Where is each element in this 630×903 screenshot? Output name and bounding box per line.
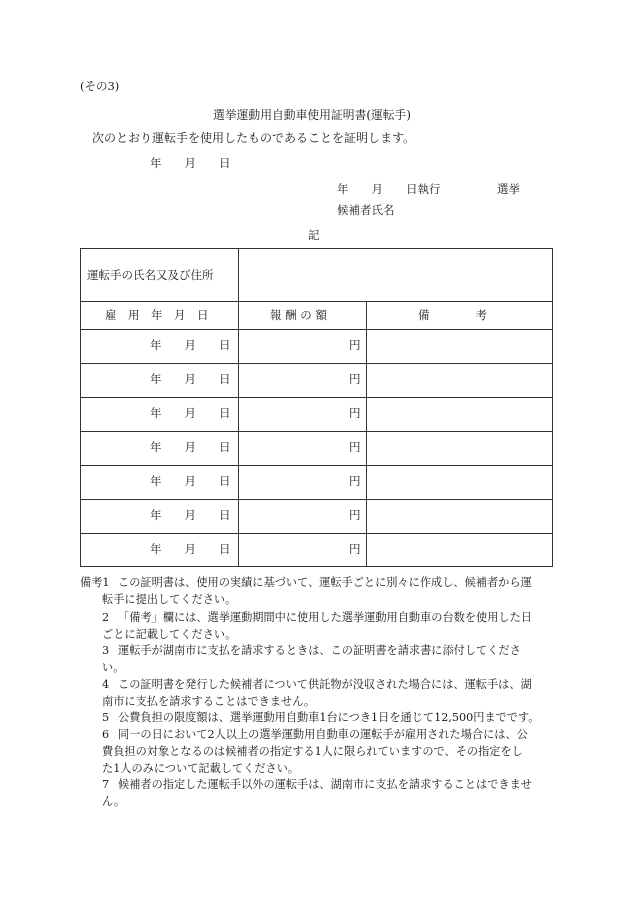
note-text: 南市に支払を請求することはできません。 — [102, 694, 316, 708]
note-text: 転手に提出してください。 — [102, 592, 237, 606]
note-line — [80, 592, 552, 609]
note-line — [80, 677, 552, 694]
note-number: 3 — [102, 644, 110, 657]
driver-name-address-field[interactable] — [246, 252, 546, 297]
intro-statement: 次のとおり運転手を使用したものであることを証明します。 — [92, 131, 416, 145]
note-text: この証明書は、使用の実績に基づいて、運転手ごとに別々に作成し、候補者から運 — [118, 576, 532, 589]
note-text: い。 — [102, 660, 125, 674]
note-text: 費負担の対象となるのは候補者の指定する1人に限られていますので、その指定をし — [102, 744, 523, 758]
note-number: 5 — [102, 711, 110, 724]
ki-mark: 記 — [308, 228, 320, 242]
row-remarks-field[interactable] — [372, 434, 547, 462]
note-item — [80, 575, 552, 609]
row-amount-unit: 円 — [349, 372, 361, 386]
row-date: 年 月 日 — [150, 372, 231, 386]
note-number: 備考1 — [80, 576, 110, 589]
row-amount-unit: 円 — [349, 406, 361, 420]
note-text: た1人のみについて記載してください。 — [102, 761, 300, 775]
note-text: ごとに記載してください。 — [102, 627, 237, 641]
row-remarks-field[interactable] — [372, 366, 547, 394]
row-date: 年 月 日 — [150, 338, 231, 352]
note-item — [80, 727, 552, 778]
note-item — [80, 610, 552, 644]
note-text: 候補者の指定した運転手以外の運転手は、湖南市に支払を請求することはできませ — [118, 778, 532, 791]
row-date: 年 月 日 — [150, 542, 231, 556]
note-item — [80, 677, 552, 711]
note-line — [80, 727, 552, 744]
row-remarks-field[interactable] — [372, 400, 547, 428]
note-text: 公費負担の限度額は、選挙運動用自動車1台につき1日を通じて12,500円までです。 — [118, 711, 540, 724]
note-text: 同一の日において2人以上の選挙運動用自動車の運転手が雇用された場合には、公 — [118, 728, 528, 741]
driver-name-address-label: 運転手の氏名又及び住所 — [87, 268, 214, 282]
note-number: 4 — [102, 678, 110, 691]
row-amount-unit: 円 — [349, 338, 361, 352]
certificate-date: 年 月 日 — [150, 156, 231, 170]
row-date: 年 月 日 — [150, 406, 231, 420]
row-remarks-field[interactable] — [372, 332, 547, 360]
document-title: 選挙運動用自動車使用証明書(運転手) — [213, 108, 411, 122]
note-text: この証明書を発行した候補者について供託物が没収された場合には、運転手は、湖 — [118, 678, 532, 691]
note-text: ん。 — [102, 794, 126, 808]
form-table — [80, 248, 553, 567]
note-number: 2 — [102, 611, 110, 624]
note-text: 運転手が湖南市に支払を請求するときは、この証明書を請求書に添付してくださ — [118, 644, 521, 657]
note-line — [80, 575, 552, 592]
note-line — [80, 694, 552, 711]
row-amount-unit: 円 — [349, 508, 361, 522]
row-amount-unit: 円 — [349, 440, 361, 454]
header-remuneration-amount: 報 酬 の 額 — [270, 308, 327, 322]
row-date: 年 月 日 — [150, 508, 231, 522]
note-line — [80, 744, 552, 761]
candidate-name-label: 候補者氏名 — [337, 203, 395, 217]
note-item — [80, 710, 552, 727]
election-label: 選挙 — [497, 182, 520, 196]
note-number: 6 — [102, 728, 110, 741]
row-amount-unit: 円 — [349, 542, 361, 556]
row-amount-unit: 円 — [349, 474, 361, 488]
note-line — [80, 710, 552, 727]
header-remarks: 備 考 — [418, 308, 487, 322]
note-text: 「備考」欄には、選挙運動期間中に使用した選挙運動用自動車の台数を使用した日 — [118, 611, 532, 624]
note-item — [80, 777, 552, 811]
note-line — [80, 660, 552, 677]
row-remarks-field[interactable] — [372, 502, 547, 530]
note-line — [80, 610, 552, 627]
row-date: 年 月 日 — [150, 474, 231, 488]
note-line — [80, 761, 552, 778]
note-number: 7 — [102, 778, 110, 791]
header-employment-date: 雇 用 年 月 日 — [105, 308, 209, 322]
page-label: (その3) — [80, 79, 120, 93]
row-remarks-field[interactable] — [372, 468, 547, 496]
row-date: 年 月 日 — [150, 440, 231, 454]
row-remarks-field[interactable] — [372, 536, 547, 564]
note-line — [80, 627, 552, 644]
note-line — [80, 794, 552, 811]
note-item — [80, 643, 552, 677]
note-line — [80, 643, 552, 660]
note-line — [80, 777, 552, 794]
election-date: 年 月 日執行 — [337, 182, 441, 196]
